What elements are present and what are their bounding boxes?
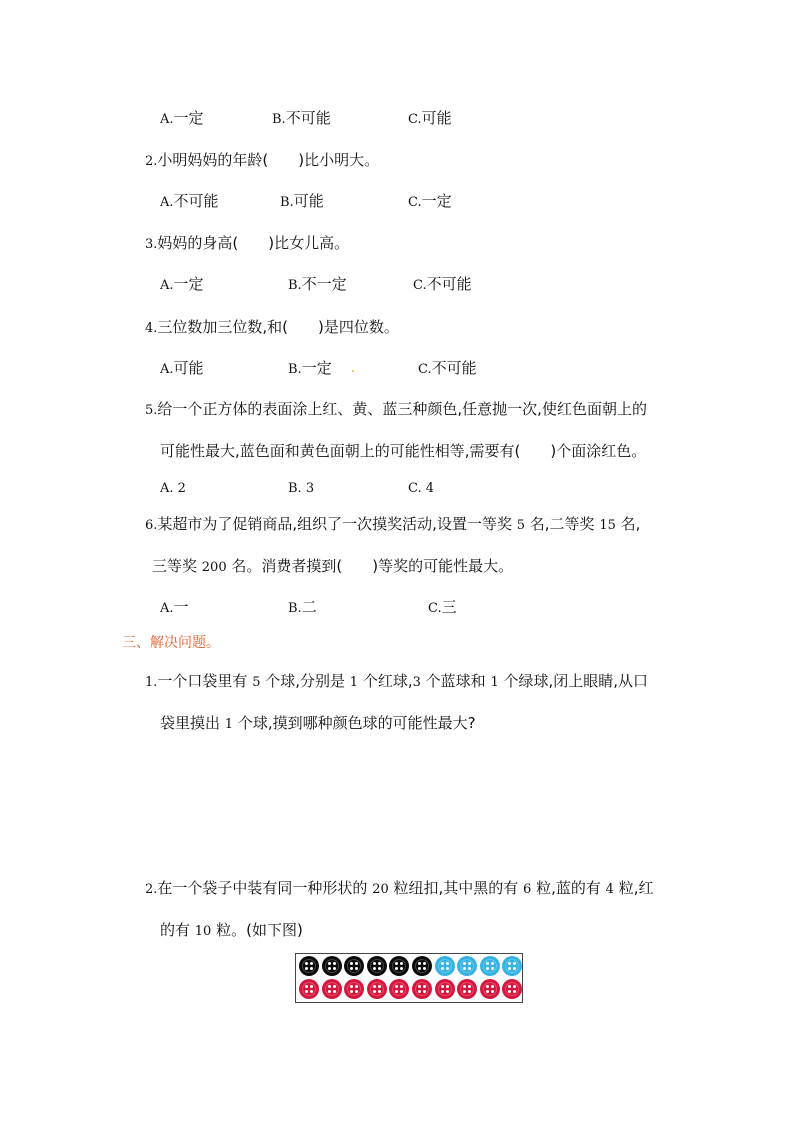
buttons-illustration	[295, 953, 523, 1003]
q1-option-c: C.可能	[408, 109, 452, 127]
q1-option-b: B.不可能	[272, 109, 331, 127]
red-button-icon	[322, 979, 342, 999]
red-button-icon	[435, 979, 455, 999]
q2-option-c: C.一定	[408, 192, 452, 210]
problem-2-line-1: 2.在一个袋子中装有同一种形状的 20 粒纽扣,其中黑的有 6 粒,蓝的有 4 粒,红	[145, 879, 654, 897]
question-5-line-1: 5.给一个正方体的表面涂上红、黄、蓝三种颜色,任意抛一次,使红色面朝上的	[145, 400, 647, 418]
q2-option-a: A.不可能	[160, 192, 219, 210]
blue-button-icon	[457, 956, 477, 976]
q3-option-a: A.一定	[160, 275, 204, 293]
q3-option-b: B.不一定	[288, 275, 347, 293]
q2-option-b: B.可能	[280, 192, 324, 210]
red-button-icon	[480, 979, 500, 999]
q5-option-c: C. 4	[408, 481, 435, 496]
red-button-icon	[457, 979, 477, 999]
stray-mark	[352, 370, 354, 372]
question-6-line-1: 6.某超市为了促销商品,组织了一次摸奖活动,设置一等奖 5 名,二等奖 15 名,	[145, 515, 641, 533]
buttons-row-bottom	[299, 979, 525, 1001]
red-button-icon	[299, 979, 319, 999]
q1-option-a: A.一定	[160, 109, 204, 127]
black-button-icon	[322, 956, 342, 976]
question-3: 3.妈妈的身高( )比女儿高。	[145, 234, 350, 252]
black-button-icon	[299, 956, 319, 976]
q6-option-a: A.一	[160, 598, 189, 616]
q3-option-c: C.不可能	[413, 275, 472, 293]
problem-1-line-1: 1.一个口袋里有 5 个球,分别是 1 个红球,3 个蓝球和 1 个绿球,闭上眼睛,从口	[145, 672, 649, 690]
question-5-line-2: 可能性最大,蓝色面和黄色面朝上的可能性相等,需要有( )个面涂红色。	[160, 442, 647, 460]
q5-option-a: A. 2	[160, 481, 186, 496]
question-6-line-2: 三等奖 200 名。消费者摸到( )等奖的可能性最大。	[152, 557, 514, 575]
blue-button-icon	[502, 956, 522, 976]
black-button-icon	[367, 956, 387, 976]
black-button-icon	[412, 956, 432, 976]
problem-2-line-2: 的有 10 粒。(如下图)	[160, 921, 303, 939]
black-button-icon	[344, 956, 364, 976]
red-button-icon	[412, 979, 432, 999]
question-2: 2.小明妈妈的年龄( )比小明大。	[145, 151, 380, 169]
black-button-icon	[389, 956, 409, 976]
buttons-row-top	[299, 956, 525, 978]
q6-option-c: C.三	[428, 598, 457, 616]
red-button-icon	[344, 979, 364, 999]
blue-button-icon	[435, 956, 455, 976]
q4-option-b: B.一定	[288, 359, 332, 377]
problem-1-line-2: 袋里摸出 1 个球,摸到哪种颜色球的可能性最大?	[160, 714, 476, 732]
q4-option-c: C.不可能	[418, 359, 477, 377]
question-4: 4.三位数加三位数,和( )是四位数。	[145, 318, 399, 336]
red-button-icon	[389, 979, 409, 999]
red-button-icon	[502, 979, 522, 999]
red-button-icon	[367, 979, 387, 999]
q5-option-b: B. 3	[288, 481, 315, 496]
section-3-title: 三、解决问题。	[122, 635, 220, 651]
q4-option-a: A.可能	[160, 359, 204, 377]
blue-button-icon	[480, 956, 500, 976]
q6-option-b: B.二	[288, 598, 317, 616]
